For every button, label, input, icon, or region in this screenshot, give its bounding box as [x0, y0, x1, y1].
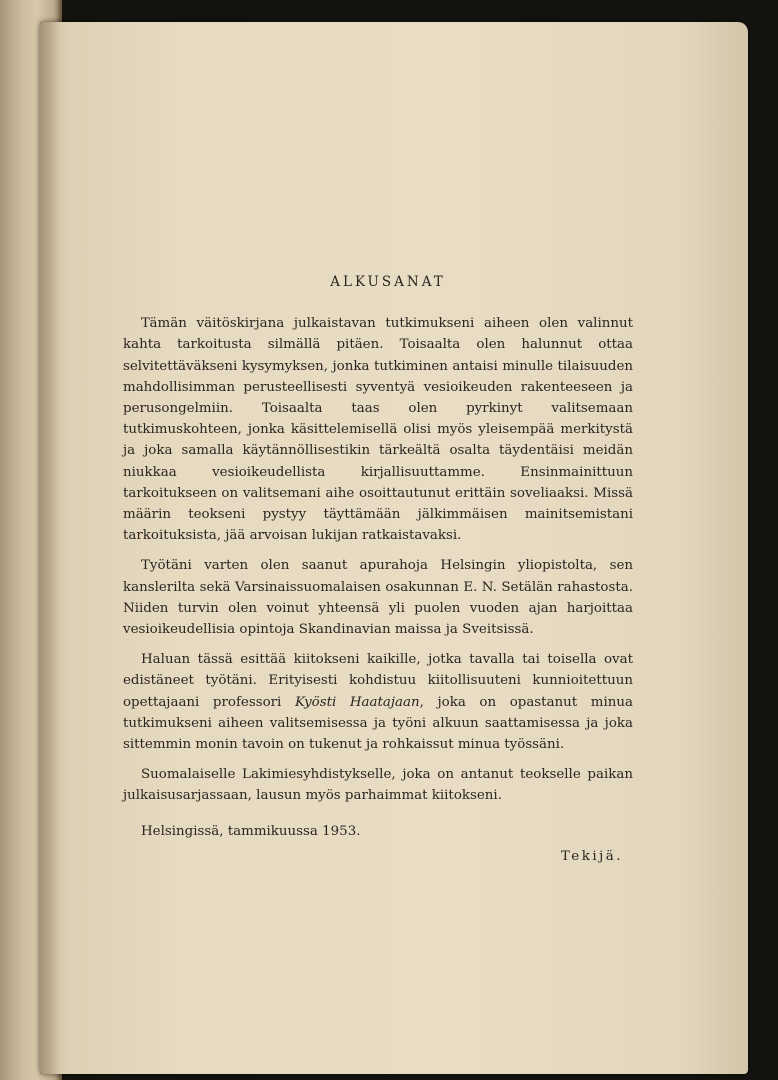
thanks-text-after: , joka on opastanut minua tutkimukseni aiheen valitsemisessa ja työni alkuun saattamisessa ja joka sittemmin monin tavoin on tukenut ja rohkaissut minua työssäni.	[123, 694, 633, 753]
page-title: ALKUSANAT	[330, 274, 446, 290]
paragraph-grants: Työtäni varten olen saanut apurahoja Helsingin yliopistolta, sen kanslerilta sekä Varsinaissuomalaisen osakunnan E. N. Setälän rahastosta. Niiden turvin olen voinut yhteensä yli puolen vuoden ajan harjoittaa vesioikeudellisia opintoja Skandinavian maissa ja Sveitsissä.	[123, 558, 633, 638]
paragraph-thanks	[123, 649, 633, 755]
book-page	[40, 22, 748, 1074]
thanks-text-before: Haluan tässä esittää kiitokseni kaikille, jotka tavalla tai toisella ovat edistäneet työtäni. Erityisesti kohdistuu kiitollisuuteni kunnioitettuun opettajaani professori	[123, 652, 633, 710]
professor-name: Kyösti Haatajaan	[294, 694, 420, 710]
paragraph-closing: Suomalaiselle Lakimiesyhdistykselle, joka on antanut teokselle paikan julkaisusarjassaan, lausun myös parhaimmat kiitokseni.	[123, 767, 633, 804]
author-signature: Tekijä.	[560, 848, 623, 864]
preface-text	[123, 272, 633, 867]
place-and-date: Helsingissä, tammikuussa 1953.	[141, 823, 361, 839]
paragraph-intro: Tämän väitöskirjana julkaistavan tutkimukseni aiheen olen valinnut kahta tarkoitusta silmällä pitäen. Toisaalta olen halunnut ottaa selvitettäväkseni kysymyksen, jonka tutkiminen antaisi minulle tilaisuuden mahdollisimman perusteellisesti syventyä vesioikeuden rakenteeseen ja perusongelmiin. Toisaalta taas olen pyrkinyt valitsemaan tutkimuskohteen, jonka käsittelemisellä olisi myös yleisempää merkitystä ja joka samalla käytännöllisestikin tärkeältä osalta täydentäisi meidän niukkaa vesioikeudellista kirjallisuuttamme. Ensinmainittuun tarkoitukseen on valitsemani aihe osoittautunut erittäin soveliaaksi. Missä määrin teokseni pystyy täyttämään jälkimmäisen mainitsemistani tarkoituksista, jää arvoisan lukijan ratkaistavaksi.	[123, 316, 633, 544]
